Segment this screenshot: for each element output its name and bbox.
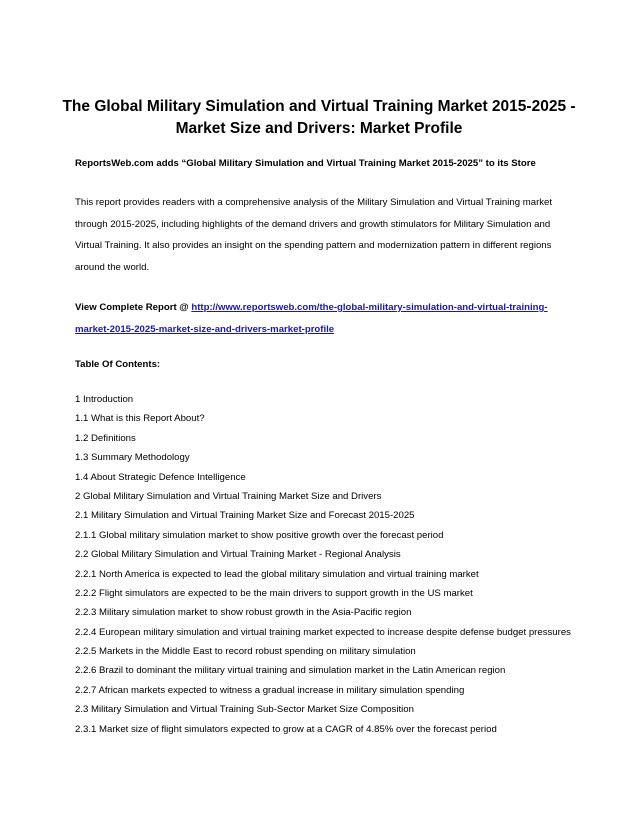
toc-item: 1.2 Definitions xyxy=(75,432,136,444)
toc-item: 1 Introduction xyxy=(75,394,134,405)
toc-item: 1.4 About Strategic Defence Intelligence xyxy=(75,471,246,483)
toc-item: 2.1 Military Simulation and Virtual Training Market Size and Forecast 2015-2025 xyxy=(75,510,415,522)
title-line-2: Market Size and Drivers: Market Profile xyxy=(175,120,463,137)
press-subheading: ReportsWeb.com adds “Global Military Simulation and Virtual Training Market 2015-2025” to its Store xyxy=(75,158,536,169)
toc-item: 2.1.1 Global military simulation market to show positive growth over the forecast period xyxy=(75,529,444,541)
toc-item: 2.2.7 African markets expected to witness a gradual increase in military simulation spending xyxy=(75,684,465,696)
toc-item: 1.3 Summary Methodology xyxy=(75,452,190,464)
report-link-part-2[interactable]: market-2015-2025-market-size-and-drivers-market-profile xyxy=(75,323,335,335)
intro-paragraph xyxy=(75,192,575,278)
toc-item: 2.2.3 Military simulation market to show robust growth in the Asia-Pacific region xyxy=(75,607,412,619)
toc-title: Table Of Contents: xyxy=(75,359,161,370)
view-report-block xyxy=(75,297,575,340)
report-link-part-1[interactable]: http://www.reportsweb.com/the-global-military-simulation-and-virtual-training- xyxy=(191,302,548,313)
table-of-contents xyxy=(75,393,615,742)
toc-item: 2.2.6 Brazil to dominant the military virtual training and simulation market in the Latin American region xyxy=(75,665,506,677)
view-report-label: View Complete Report @ xyxy=(75,302,192,313)
intro-text: This report provides readers with a comprehensive analysis of the Military Simulation and Virtual Training market through 2015-2025, including highlights of the demand drivers and growth stimulators for Military Simulation and Virtual Training. It also provides an insight on the spending pattern and modernization pattern in different regions around the world. xyxy=(75,197,553,273)
toc-item: 2.3 Military Simulation and Virtual Training Sub-Sector Market Size Composition xyxy=(75,704,414,716)
toc-item: 2.2.4 European military simulation and virtual training market expected to increase despite defense budget pressures xyxy=(75,626,571,638)
toc-item: 2.3.1 Market size of flight simulators expected to grow at a CAGR of 4.85% over the forecast period xyxy=(75,723,497,735)
toc-item: 2 Global Military Simulation and Virtual Training Market Size and Drivers xyxy=(75,490,382,502)
toc-item: 2.2.2 Flight simulators are expected to be the main drivers to support growth in the US market xyxy=(75,587,473,599)
title-line-1: The Global Military Simulation and Virtual Training Market 2015-2025 - xyxy=(62,98,576,115)
toc-item: 2.2 Global Military Simulation and Virtual Training Market - Regional Analysis xyxy=(75,549,401,561)
toc-item: 2.2.5 Markets in the Middle East to record robust spending on military simulation xyxy=(75,646,416,658)
document-title xyxy=(40,96,598,140)
toc-item: 2.2.1 North America is expected to lead the global military simulation and virtual training market xyxy=(75,568,479,580)
toc-item: 1.1 What is this Report About? xyxy=(75,413,205,425)
